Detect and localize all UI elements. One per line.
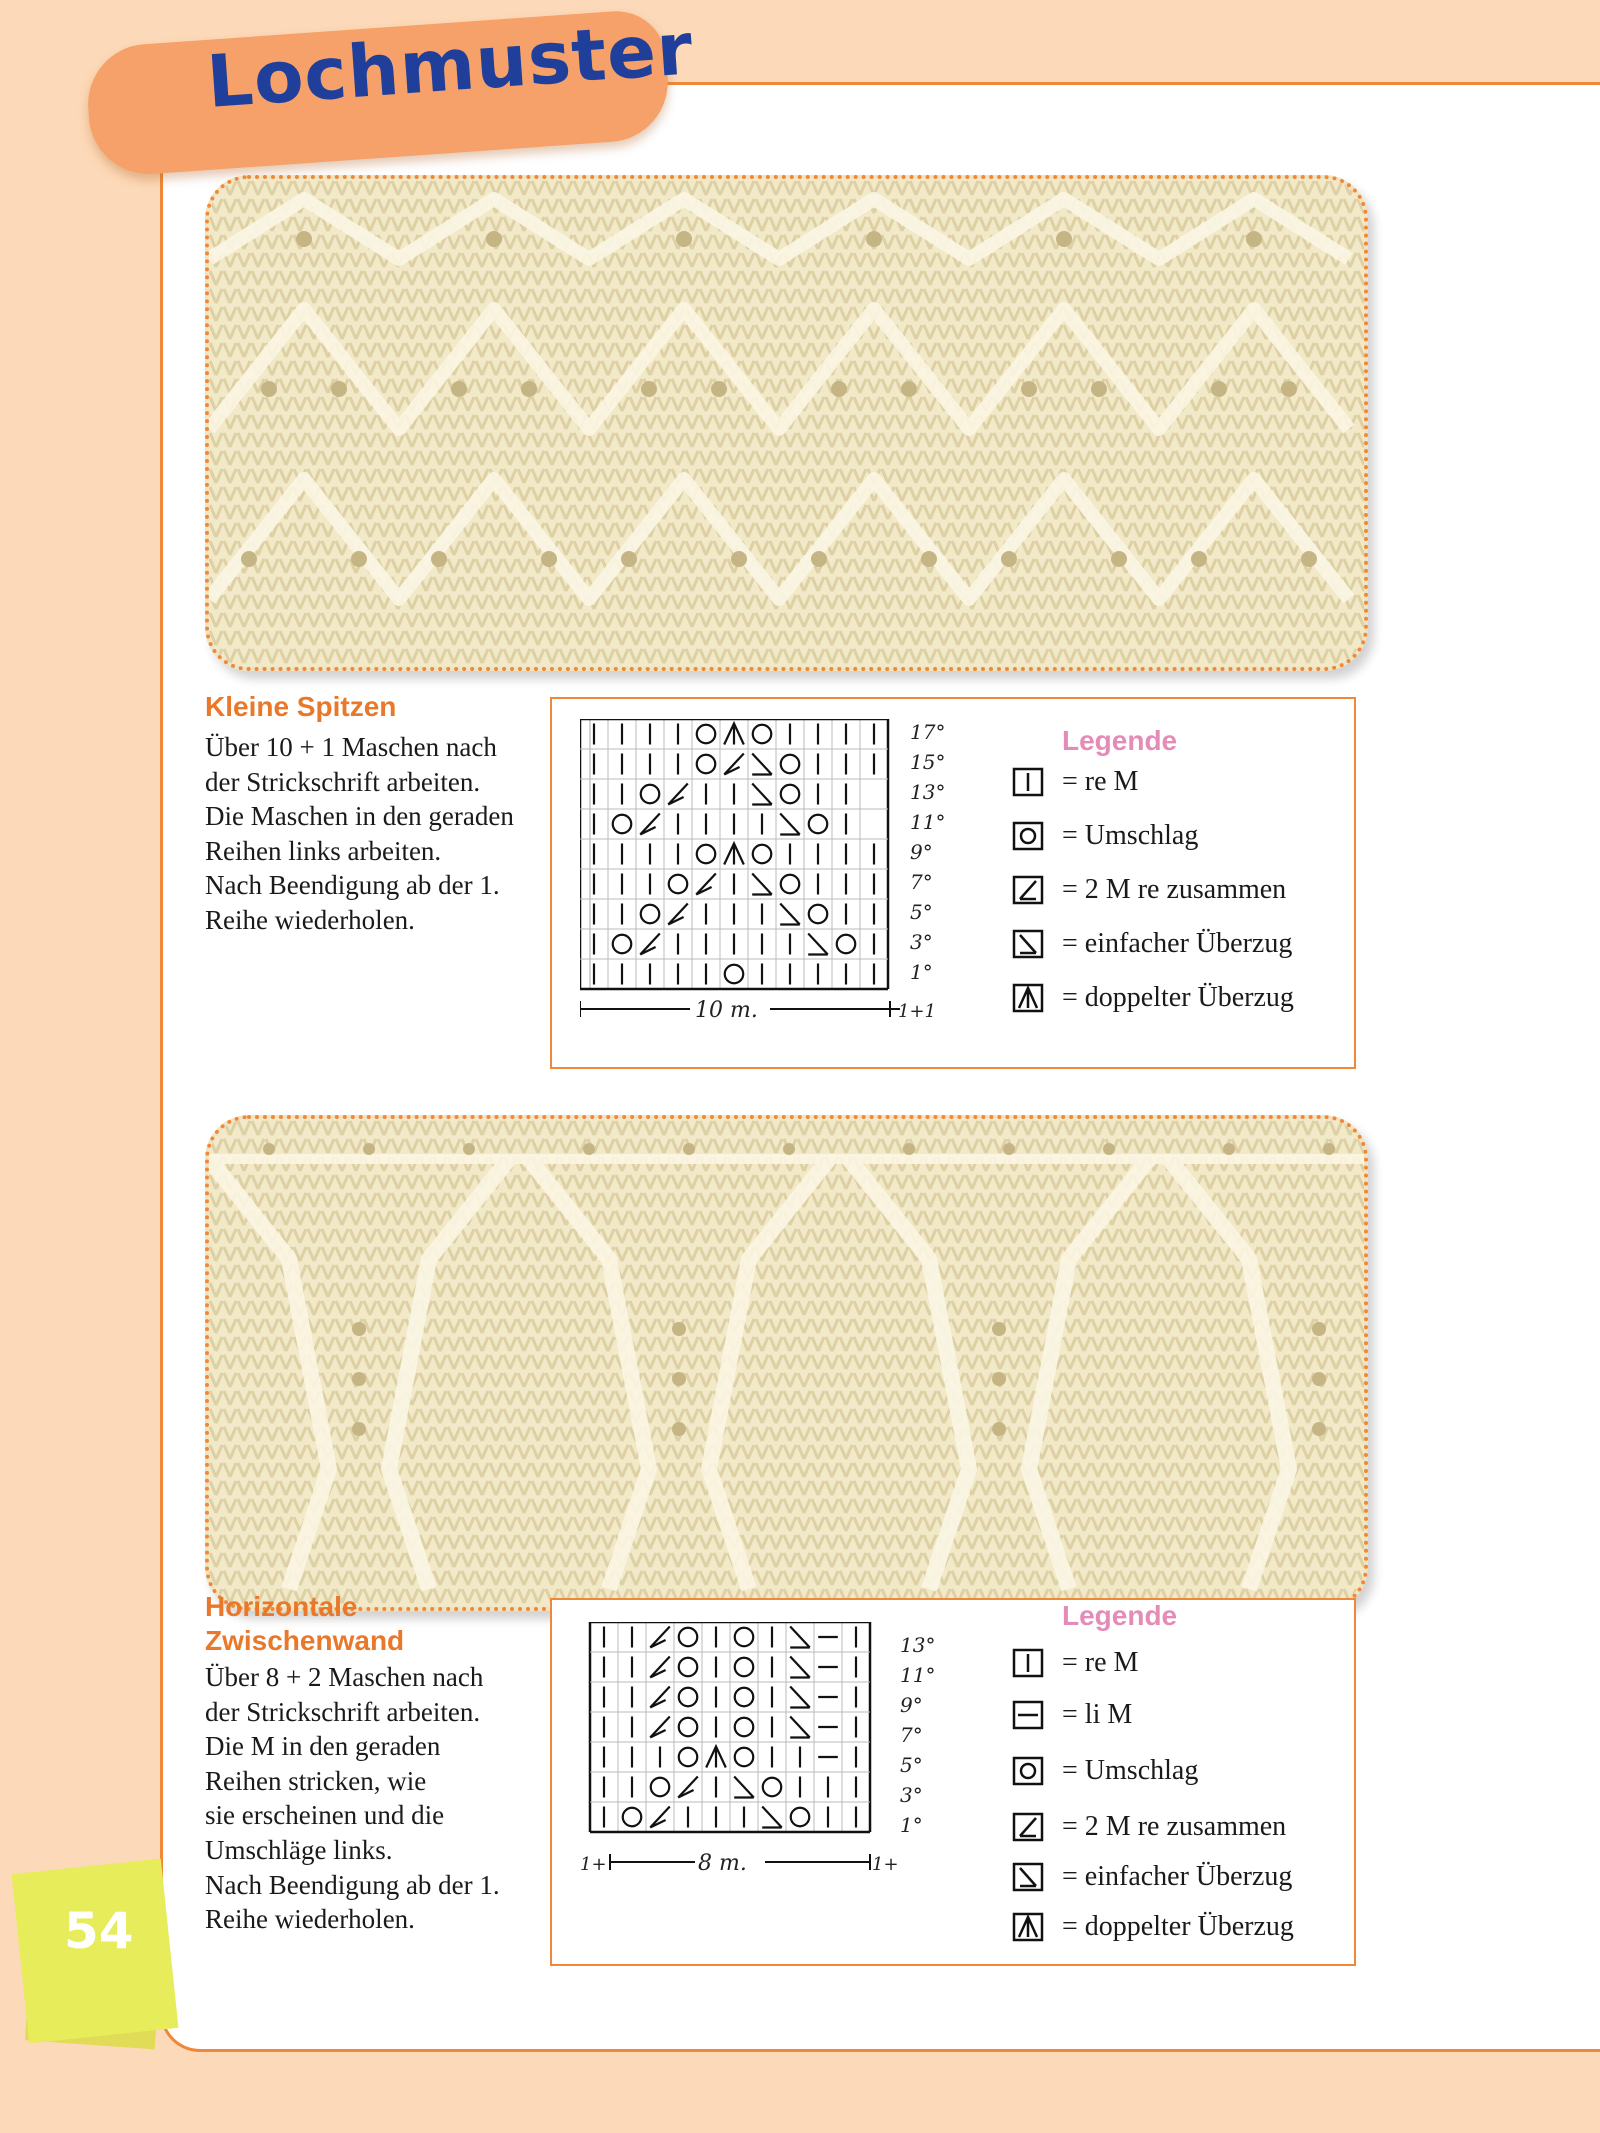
description-line: Reihen stricken, wie — [205, 1765, 427, 1796]
legend-title: Legende — [1062, 725, 1178, 756]
legend-item — [1012, 1754, 1198, 1788]
description-line: der Strickschrift arbeiten. — [205, 1696, 481, 1727]
description-line: Reihe wiederholen. — [205, 904, 415, 935]
knitting-chart — [580, 1622, 1000, 1932]
legend-item — [1012, 1646, 1138, 1680]
legend-label: = re M — [1062, 766, 1139, 797]
legend-label: = Umschlag — [1062, 1755, 1199, 1786]
double-decrease-icon — [1012, 1912, 1044, 1942]
row-label: 11° — [900, 1663, 936, 1687]
row-label: 1° — [910, 960, 933, 984]
chart-box — [550, 1598, 1356, 1966]
description-line: Reihe wiederholen. — [205, 1904, 415, 1935]
legend-label: = re M — [1062, 1647, 1139, 1678]
row-label: 13° — [910, 780, 946, 804]
yarn-over-icon — [1012, 821, 1044, 851]
pattern-description — [205, 730, 535, 938]
description-line: Die Maschen in den geraden — [205, 801, 514, 832]
knitting-chart — [580, 719, 1000, 1059]
chart-box — [550, 697, 1356, 1069]
pattern-title: Horizontale Zwischenwand — [205, 1591, 405, 1656]
row-label: 7° — [910, 870, 933, 894]
legend-label: = einfacher Überzug — [1062, 1861, 1293, 1892]
description-line: der Strickschrift arbeiten. — [205, 766, 481, 797]
description-line: Über 10 + 1 Maschen nach — [205, 732, 497, 762]
legend-label: = li M — [1062, 1699, 1133, 1730]
k2tog-icon — [1012, 1812, 1044, 1842]
page-title: Lochmuster — [204, 6, 697, 124]
description-line: Nach Beendigung ab der 1. — [205, 870, 500, 901]
row-label: 11° — [910, 810, 946, 834]
description-line: Die M in den geraden — [205, 1731, 441, 1762]
yarn-over-icon — [1012, 1756, 1044, 1786]
purl-icon — [1012, 1700, 1044, 1730]
row-label: 9° — [900, 1693, 923, 1717]
repeat-label: 10 m. — [695, 998, 758, 1023]
description-line: sie erscheinen und die — [205, 1800, 445, 1831]
legend-item — [1012, 927, 1292, 961]
legend-item — [1012, 1810, 1286, 1844]
legend-item — [1012, 1860, 1292, 1894]
legend-label: = doppelter Überzug — [1062, 1911, 1294, 1942]
description-line: Reihen links arbeiten. — [205, 835, 442, 866]
legend-label: = Umschlag — [1062, 820, 1199, 851]
legend-title: Legende — [1062, 1600, 1178, 1631]
ssk-icon — [1012, 929, 1044, 959]
row-label: 7° — [900, 1723, 923, 1747]
pattern-description — [205, 1660, 535, 1937]
edge-label: 1+ — [580, 1854, 607, 1875]
row-label: 17° — [910, 720, 946, 744]
legend-item — [1012, 765, 1138, 799]
legend-label: = 2 M re zusammen — [1062, 1811, 1287, 1842]
k2tog-icon — [1012, 875, 1044, 905]
row-label: 3° — [910, 930, 933, 954]
page-number: 54 — [64, 1902, 134, 1960]
legend-item — [1012, 1910, 1294, 1944]
legend-item — [1012, 873, 1286, 907]
row-label: 3° — [900, 1783, 923, 1807]
legend-item — [1012, 981, 1294, 1015]
swatch-photo-horizontale-zwischenwand — [205, 1115, 1368, 1611]
legend-label: = einfacher Überzug — [1062, 928, 1293, 959]
row-label: 5° — [900, 1753, 923, 1777]
repeat-label: 8 m. — [698, 1851, 747, 1876]
edge-label: 1+ — [872, 1854, 899, 1875]
swatch-photo-kleine-spitzen — [205, 175, 1368, 671]
knit-icon — [1012, 1648, 1044, 1678]
knit-icon — [1012, 767, 1044, 797]
row-label: 13° — [900, 1633, 936, 1657]
row-label: 5° — [910, 900, 933, 924]
description-line: Nach Beendigung ab der 1. — [205, 1869, 500, 1900]
double-decrease-icon — [1012, 983, 1044, 1013]
legend-label: = 2 M re zusammen — [1062, 874, 1287, 905]
row-label: 9° — [910, 840, 933, 864]
edge-label: 1+1 — [898, 1001, 936, 1022]
ssk-icon — [1012, 1862, 1044, 1892]
legend-item — [1012, 819, 1198, 853]
description-line: Umschläge links. — [205, 1834, 393, 1865]
pattern-title: Kleine Spitzen — [205, 691, 397, 722]
row-label: 1° — [900, 1813, 923, 1837]
description-line: Über 8 + 2 Maschen nach — [205, 1662, 484, 1692]
row-label: 15° — [910, 750, 946, 774]
legend-label: = doppelter Überzug — [1062, 982, 1294, 1013]
legend-item — [1012, 1698, 1132, 1732]
